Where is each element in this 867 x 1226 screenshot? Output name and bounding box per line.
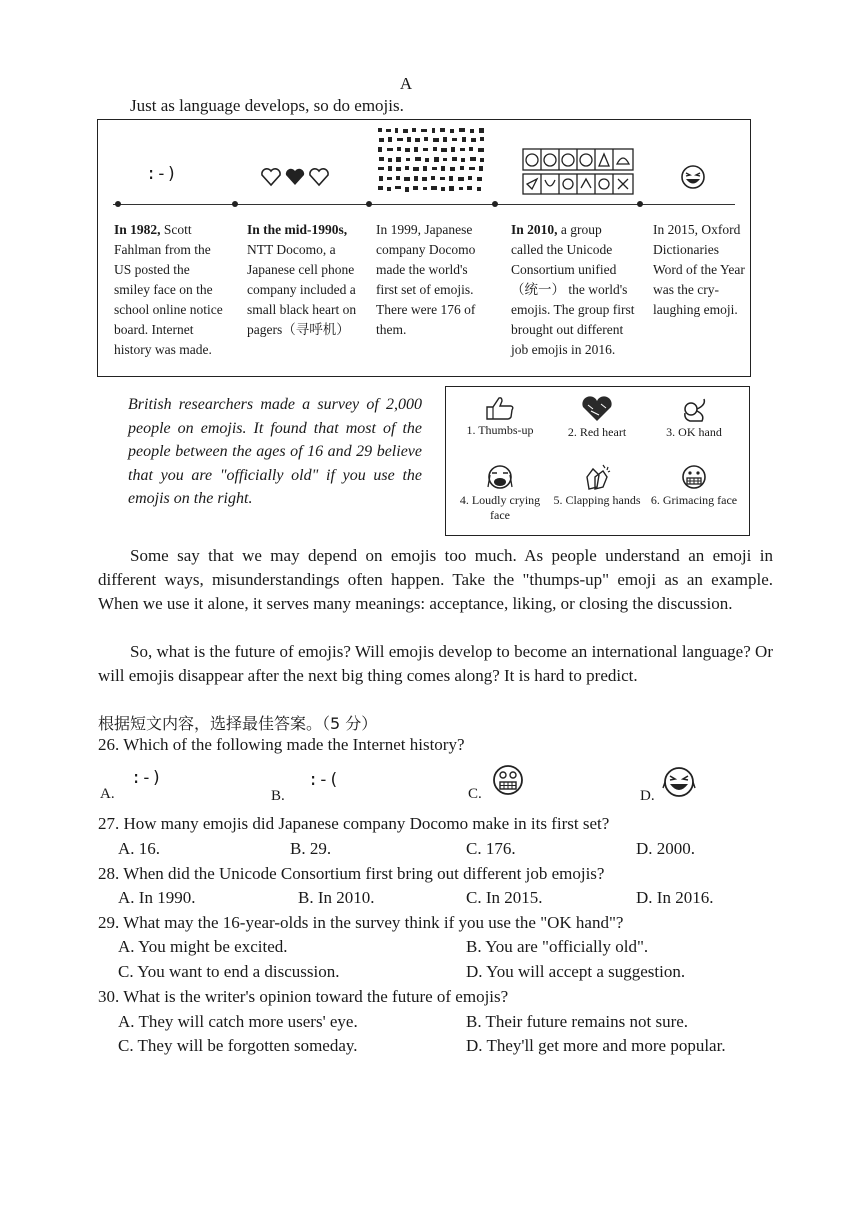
option-d[interactable]: D. In 2016. <box>636 888 714 907</box>
option-a[interactable]: A. In 1990. <box>118 888 196 907</box>
option-b[interactable]: B. 29. <box>290 839 332 858</box>
instruction: 根据短文内容，选择最佳答案。（5 分） <box>98 714 378 733</box>
grimacing-face-icon <box>491 762 525 803</box>
option-d[interactable]: D. They'll get more and more popular. <box>466 1036 726 1055</box>
option-a[interactable]: A. They will catch more users' eye. <box>118 1012 358 1031</box>
timeline-dot <box>232 201 238 207</box>
emoji-item <box>547 395 647 440</box>
option-b[interactable]: B. Their future remains not sure. <box>466 1012 689 1031</box>
question-29: 29. What may the 16-year-olds in the survey think if you use the "OK hand"? <box>98 913 624 932</box>
option-a[interactable]: A. 16. <box>118 839 161 858</box>
emoji-item <box>450 395 550 438</box>
timeline-entry <box>247 220 359 340</box>
question-28: 28. When did the Unicode Consortium first bring out different job emojis? <box>98 864 605 883</box>
timeline-entry <box>114 220 226 360</box>
timeline-entry-text: In 1999, Japanese company Docomo made the world's first set of emojis. There were 176 of them. <box>376 222 476 337</box>
emoji-grid-icon <box>376 126 490 201</box>
emoji-label: 1. Thumbs-up <box>466 423 534 437</box>
sad-emoticon-icon: :-( <box>308 770 339 790</box>
paragraph-1 <box>98 544 773 616</box>
option-a[interactable]: A. You might be excited. <box>118 937 288 956</box>
thumbs-up-icon <box>483 395 517 421</box>
option-c[interactable]: C. They will be forgotten someday. <box>118 1036 358 1055</box>
timeline-entry <box>511 220 636 360</box>
job-emoji-row-icon <box>522 148 634 201</box>
timeline-entry-date: In 1982, <box>114 222 161 237</box>
option-c[interactable]: C. In 2015. <box>466 888 543 907</box>
option-c[interactable]: C. 176. <box>466 839 516 858</box>
option-a[interactable]: A. <box>100 786 115 802</box>
question-30: 30. What is the writer's opinion toward the future of emojis? <box>98 987 509 1006</box>
intro-sentence: Just as language develops, so do emojis. <box>130 96 404 115</box>
option-d[interactable]: D. 2000. <box>636 839 696 858</box>
option-c[interactable]: C. You want to end a discussion. <box>118 962 340 981</box>
option-d[interactable]: D. <box>640 788 655 804</box>
timeline-dot <box>366 201 372 207</box>
paragraph-1-text: Some say that we may depend on emojis too much. As people understand an emoji in different ways, misunderstandings often happen. Take the "thumps-up" emoji as an example. When we use it alone, it serves many meanings: acceptance, liking, or closing the discussion. <box>98 546 773 613</box>
emoji-timeline <box>97 119 751 377</box>
emoji-item <box>450 463 550 523</box>
hearts-icon <box>260 166 332 193</box>
option-b[interactable]: B. You are "officially old". <box>466 937 649 956</box>
emoji-list-box <box>445 386 750 536</box>
timeline-dot <box>637 201 643 207</box>
option-b[interactable]: B. In 2010. <box>298 888 375 907</box>
timeline-entry-text: NTT Docomo, a Japanese cell phone company included a small black heart on pagers（寻呼机） <box>247 242 357 337</box>
timeline-entry-text: In 2015, Oxford Dictionaries Word of the Year was the cry-laughing emoji. <box>653 222 745 317</box>
cry-laughing-face-icon <box>680 164 706 195</box>
timeline-dot <box>492 201 498 207</box>
clapping-hands-icon <box>581 463 613 491</box>
paragraph-2-text: So, what is the future of emojis? Will emojis develop to become an international language? Or will emojis disappear after the next big thing comes along? It is hard to predict. <box>98 642 773 685</box>
cry-laughing-face-icon <box>662 764 696 805</box>
grimacing-face-icon <box>679 463 709 491</box>
option-d[interactable]: D. You will accept a suggestion. <box>466 962 686 981</box>
emoji-label: 5. Clapping hands <box>553 493 641 507</box>
timeline-entry-text: a group called the Unicode Consortium unified （统一） the world's emojis. The group first brought out different job emojis in 2016. <box>511 222 635 357</box>
timeline-dot <box>115 201 121 207</box>
smiley-emoticon-icon: :-) <box>146 164 177 184</box>
emoji-label: 6. Grimacing face <box>650 493 738 507</box>
timeline-entry-date: In 2010, <box>511 222 558 237</box>
crying-face-icon <box>485 463 515 491</box>
timeline-entry-text: Scott Fahlman from the US posted the smiley face on the school online notice board. Internet history was made. <box>114 222 223 357</box>
emoji-item <box>644 463 744 508</box>
question-26: 26. Which of the following made the Internet history? <box>98 735 465 754</box>
option-b[interactable]: B. <box>271 788 285 804</box>
emoji-label: 4. Loudly crying face <box>459 493 541 522</box>
emoji-item <box>547 463 647 508</box>
question-27: 27. How many emojis did Japanese company Docomo make in its first set? <box>98 814 610 833</box>
paragraph-2 <box>98 640 773 688</box>
emoji-label: 3. OK hand <box>666 425 722 439</box>
emoji-item <box>644 395 744 440</box>
survey-paragraph: British researchers made a survey of 2,000 people on emojis. It found that most of the people between the ages of 16 and 29 believe that you are "officially old" if you use the emojis on the right. <box>128 396 422 507</box>
section-letter: A <box>399 74 413 93</box>
smiley-emoticon-icon: :-) <box>131 768 162 788</box>
timeline-entry <box>376 220 491 340</box>
timeline-entry <box>653 220 748 320</box>
ok-hand-icon <box>678 395 710 423</box>
red-heart-icon <box>579 395 615 423</box>
option-c[interactable]: C. <box>468 786 482 802</box>
emoji-label: 2. Red heart <box>567 425 627 439</box>
timeline-entry-date: In the mid-1990s, <box>247 222 348 237</box>
